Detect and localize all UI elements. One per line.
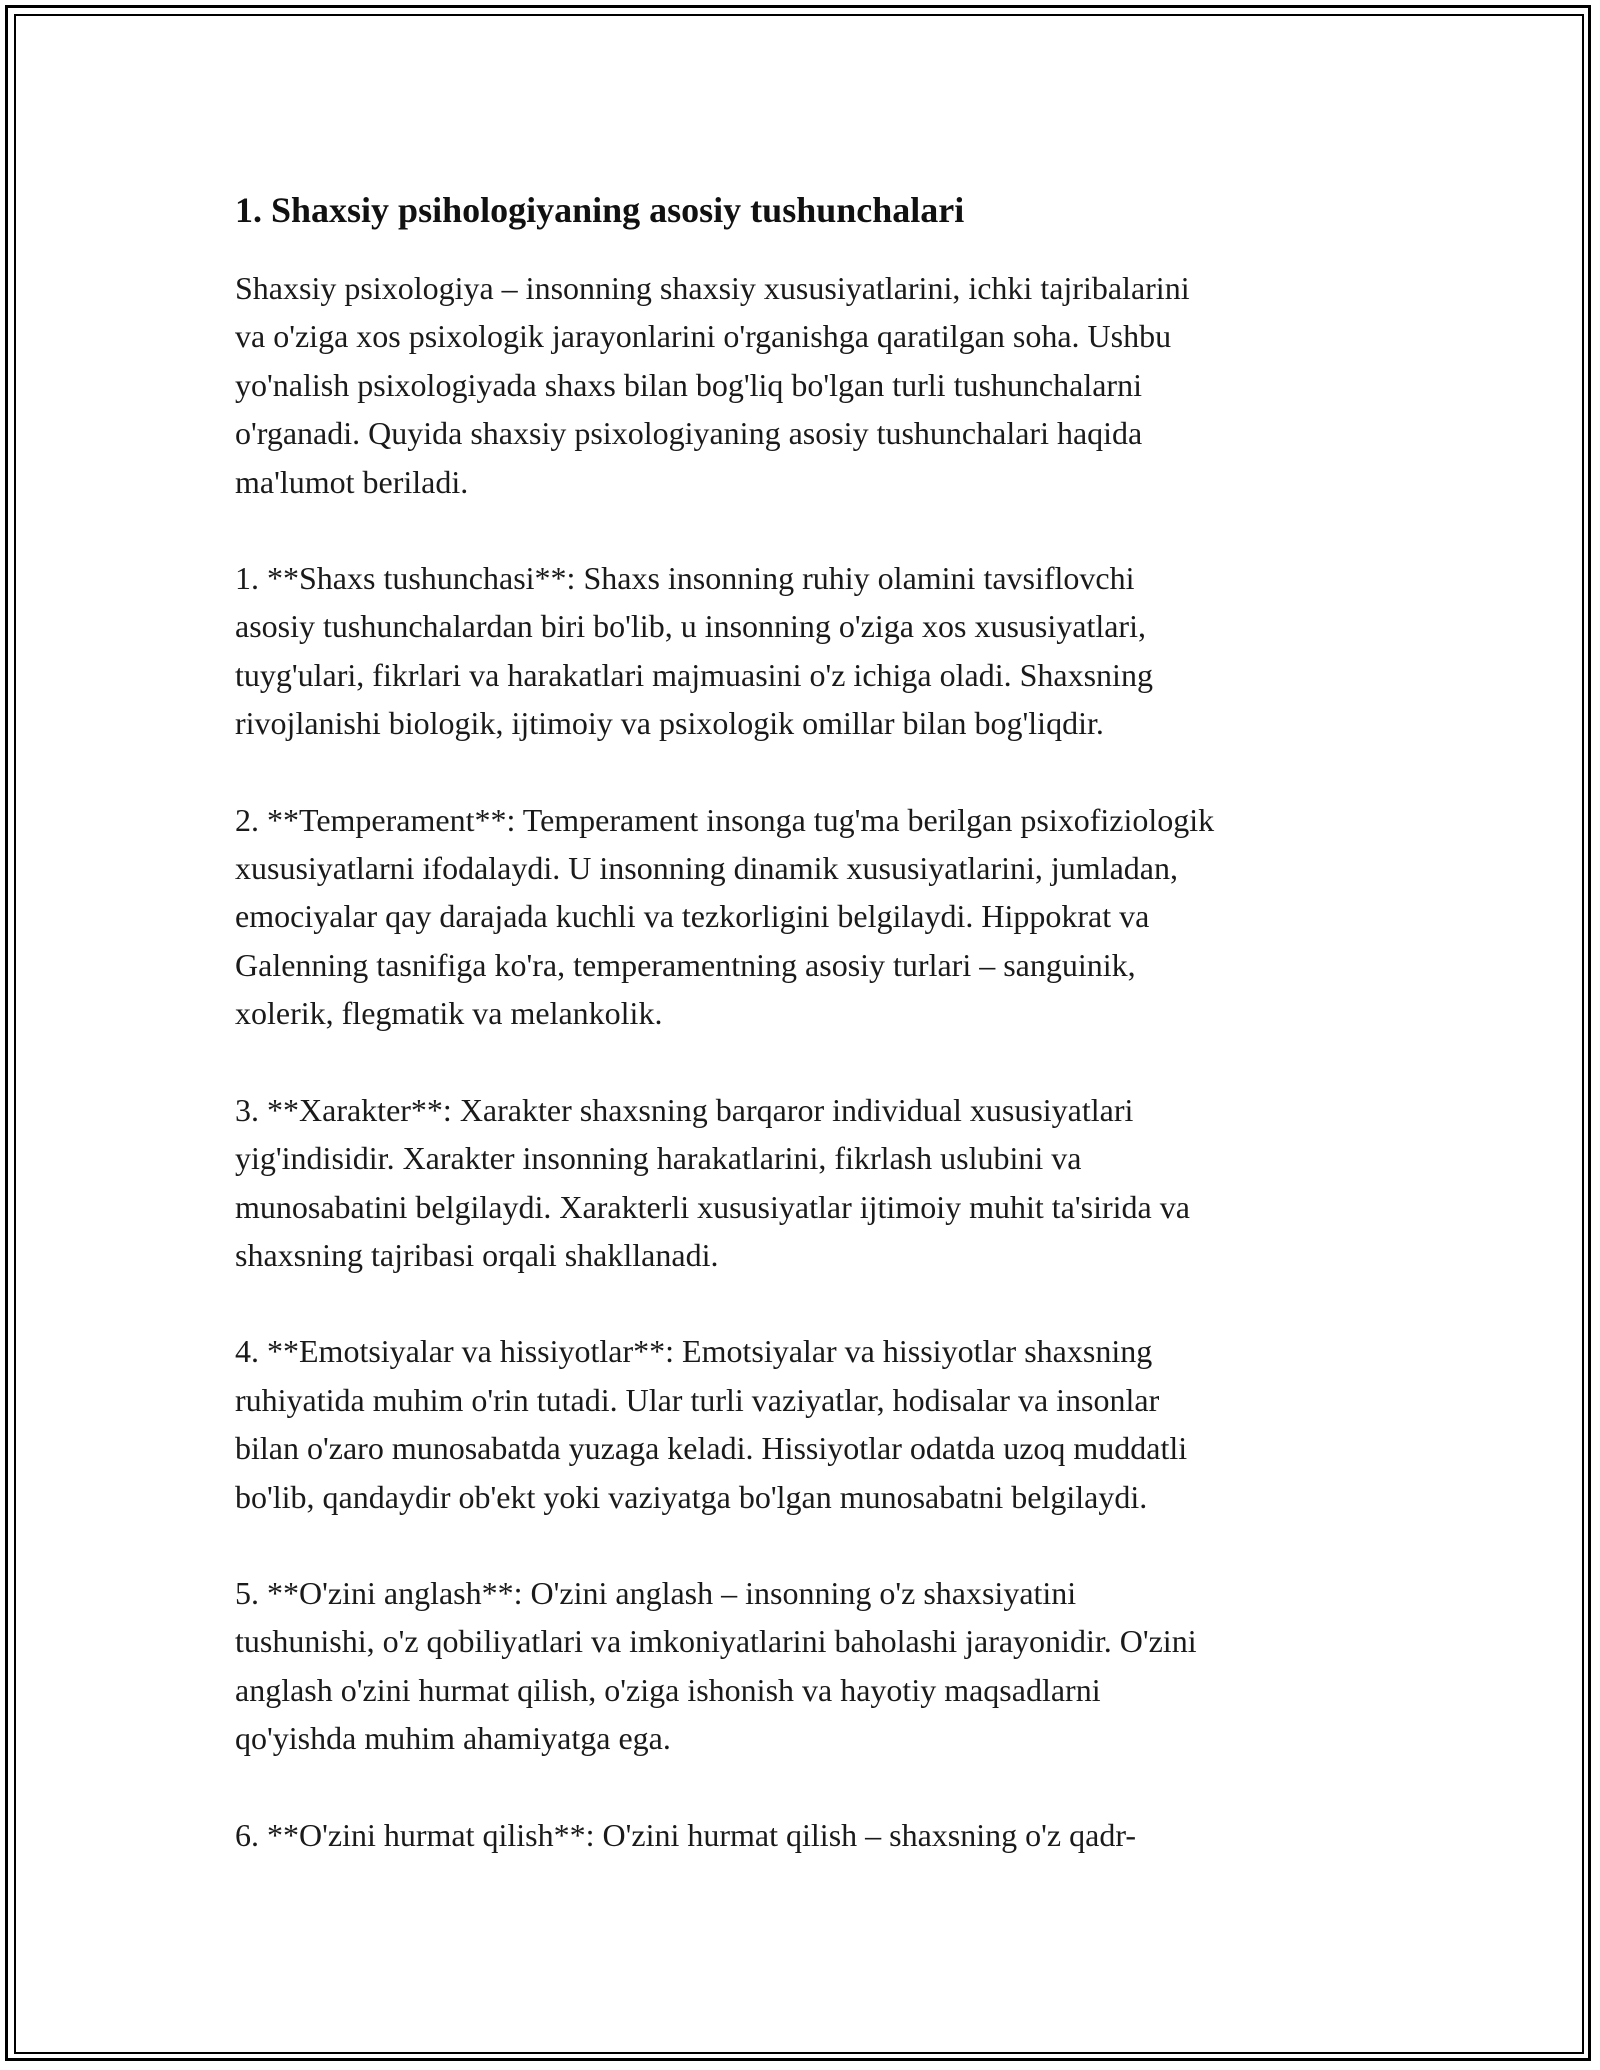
document-body	[235, 186, 1385, 1859]
intro-paragraph: Shaxsiy psixologiya – insonning shaxsiy xususiyatlarini, ichki tajribalarini va o'ziga xos psixologik jarayonlarini o'rganishga qaratilgan soha. Ushbu yo'nalish psixologiyada shaxs bilan bog'liq bo'lgan turli tushunchalarni o'rganadi. Quyida shaxsiy psixologiyaning asosiy tushunchalari haqida ma'lumot beriladi.	[235, 270, 1190, 500]
paragraph-xarakter: 3. **Xarakter**: Xarakter shaxsning barqaror individual xususiyatlari yig'indisidir. Xarakter insonning harakatlarini, fikrlash uslubini va munosabatini belgilaydi. Xarakterli xususiyatlar ijtimoiy muhit ta'sirida va shaxsning tajribasi orqali shakllanadi.	[235, 1091, 1190, 1273]
paragraph-ozini-hurmat: 6. **O'zini hurmat qilish**: O'zini hurmat qilish – shaxsning o'z qadr-	[235, 1816, 1136, 1853]
document-title: 1. Shaxsiy psihologiyaning asosiy tushunchalari	[235, 190, 965, 230]
paragraph-temperament: 2. **Temperament**: Temperament insonga tug'ma berilgan psixofiziologik xususiyatlarni ifodalaydi. U insonning dinamik xususiyatlarini, jumladan, emociyalar qay darajada kuchli va tezkorligini belgilaydi. Hippokrat va Galenning tasnifiga ko'ra, temperamentning asosiy turlari – sanguinik, xolerik, flegmatik va melankolik.	[235, 801, 1215, 1032]
paragraph-shaxs: 1. **Shaxs tushunchasi**: Shaxs insonning ruhiy olamini tavsiflovchi asosiy tushunchalardan biri bo'lib, u insonning o'ziga xos xususiyatlari, tuyg'ulari, fikrlari va harakatlari majmuasini o'z ichiga oladi. Shaxsning rivojlanishi biologik, ijtimoiy va psixologik omillar bilan bog'liqdir.	[235, 560, 1153, 742]
paragraph-ozini-anglash: 5. **O'zini anglash**: O'zini anglash – insonning o'z shaxsiyatini tushunishi, o'z qobiliyatlari va imkoniyatlarini baholashi jarayonidir. O'zini anglash o'zini hurmat qilish, o'ziga ishonish va hayotiy maqsadlarni qo'yishda muhim ahamiyatga ega.	[235, 1574, 1197, 1757]
paragraph-emotsiyalar: 4. **Emotsiyalar va hissiyotlar**: Emotsiyalar va hissiyotlar shaxsning ruhiyatida muhim o'rin tutadi. Ular turli vaziyatlar, hodisalar va insonlar bilan o'zaro munosabatda yuzaga keladi. Hissiyotlar odatda uzoq muddatli bo'lib, qandaydir ob'ekt yoki vaziyatga bo'lgan munosabatni belgilaydi.	[235, 1333, 1188, 1515]
